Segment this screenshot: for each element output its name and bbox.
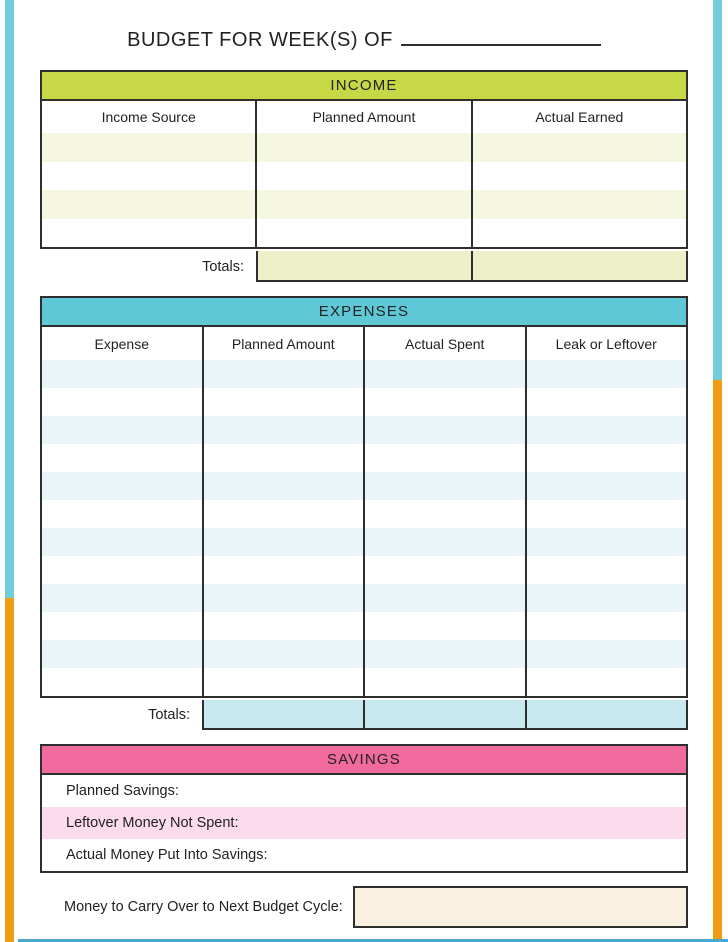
page-title — [0, 24, 728, 52]
expenses-col-planned: Planned Amount — [204, 327, 366, 360]
empty-cell[interactable] — [257, 133, 472, 162]
income-planned-total-cell[interactable] — [258, 251, 473, 280]
carryover-label: Money to Carry Over to Next Budget Cycle: — [64, 899, 343, 915]
empty-cell[interactable] — [204, 528, 366, 556]
empty-cell[interactable] — [527, 612, 687, 640]
income-actual-total-cell[interactable] — [473, 251, 686, 280]
empty-cell[interactable] — [473, 219, 686, 248]
empty-cell[interactable] — [365, 612, 527, 640]
expenses-section-header: EXPENSES — [42, 298, 686, 327]
table-row[interactable] — [42, 416, 686, 444]
table-row[interactable] — [42, 162, 686, 191]
income-section — [40, 70, 688, 249]
income-totals-label: Totals: — [202, 258, 244, 275]
empty-cell[interactable] — [365, 584, 527, 612]
expenses-leftover-total-cell[interactable] — [527, 700, 686, 728]
table-row[interactable] — [42, 219, 686, 248]
empty-cell[interactable] — [204, 556, 366, 584]
left-edge-teal-stripe — [5, 0, 14, 598]
empty-cell[interactable] — [365, 500, 527, 528]
table-row[interactable] — [42, 500, 686, 528]
carryover-row — [40, 886, 688, 928]
empty-cell[interactable] — [365, 556, 527, 584]
savings-section — [40, 744, 688, 873]
empty-cell[interactable] — [473, 162, 686, 191]
empty-cell[interactable] — [42, 668, 204, 696]
empty-cell[interactable] — [527, 556, 687, 584]
empty-cell[interactable] — [42, 133, 257, 162]
empty-cell[interactable] — [42, 219, 257, 248]
empty-cell[interactable] — [204, 668, 366, 696]
expenses-totals-cells — [202, 700, 688, 730]
empty-cell[interactable] — [204, 444, 366, 472]
right-edge-teal-stripe — [713, 0, 722, 380]
empty-cell[interactable] — [204, 584, 366, 612]
empty-cell[interactable] — [42, 444, 204, 472]
expenses-col-leftover: Leak or Leftover — [555, 335, 657, 352]
expenses-section — [40, 296, 688, 698]
right-edge-orange-stripe — [713, 380, 722, 942]
empty-cell[interactable] — [473, 133, 686, 162]
empty-cell[interactable] — [365, 444, 527, 472]
empty-cell[interactable] — [527, 388, 687, 416]
empty-cell[interactable] — [42, 528, 204, 556]
empty-cell[interactable] — [365, 472, 527, 500]
empty-cell[interactable] — [42, 472, 204, 500]
table-row[interactable] — [42, 360, 686, 388]
empty-cell[interactable] — [204, 472, 366, 500]
empty-cell[interactable] — [527, 360, 687, 388]
table-row[interactable] — [42, 556, 686, 584]
savings-row-leftover[interactable]: Leftover Money Not Spent: — [42, 807, 686, 839]
income-column-headers — [42, 101, 686, 133]
table-row[interactable] — [42, 133, 686, 162]
table-row[interactable] — [42, 640, 686, 668]
empty-cell[interactable] — [365, 416, 527, 444]
empty-cell[interactable] — [42, 416, 204, 444]
carryover-input-box[interactable] — [353, 886, 688, 928]
income-table-body — [42, 133, 686, 247]
income-col-source: Income Source — [42, 101, 257, 133]
empty-cell[interactable] — [42, 640, 204, 668]
expenses-table-body — [42, 360, 686, 696]
income-col-planned: Planned Amount — [257, 101, 472, 133]
expenses-totals-label: Totals: — [148, 707, 190, 723]
table-row[interactable] — [42, 584, 686, 612]
week-date-blank-line[interactable] — [401, 24, 601, 46]
empty-cell[interactable] — [473, 190, 686, 219]
expenses-column-headers — [42, 327, 686, 360]
empty-cell[interactable] — [527, 500, 687, 528]
empty-cell[interactable] — [42, 162, 257, 191]
empty-cell[interactable] — [42, 360, 204, 388]
left-edge-orange-stripe — [5, 598, 14, 942]
empty-cell[interactable] — [204, 612, 366, 640]
empty-cell[interactable] — [42, 500, 204, 528]
savings-section-header: SAVINGS — [42, 746, 686, 775]
empty-cell[interactable] — [527, 584, 687, 612]
empty-cell[interactable] — [365, 360, 527, 388]
empty-cell[interactable] — [527, 640, 687, 668]
empty-cell[interactable] — [527, 444, 687, 472]
empty-cell[interactable] — [204, 500, 366, 528]
table-row[interactable] — [42, 444, 686, 472]
income-col-actual: Actual Earned — [535, 109, 624, 125]
empty-cell[interactable] — [204, 416, 366, 444]
table-row[interactable] — [42, 472, 686, 500]
empty-cell[interactable] — [204, 360, 366, 388]
expenses-totals-row — [40, 700, 688, 730]
empty-cell[interactable] — [527, 528, 687, 556]
table-row[interactable] — [42, 528, 686, 556]
savings-row-actual[interactable]: Actual Money Put Into Savings: — [66, 847, 268, 863]
income-section-header: INCOME — [42, 72, 686, 101]
empty-cell[interactable] — [204, 640, 366, 668]
expenses-col-expense: Expense — [42, 327, 204, 360]
savings-row-planned[interactable]: Planned Savings: — [66, 783, 179, 799]
page-title-text: BUDGET FOR WEEK(S) OF — [127, 29, 393, 51]
empty-cell[interactable] — [365, 388, 527, 416]
empty-cell[interactable] — [204, 388, 366, 416]
table-row[interactable] — [42, 388, 686, 416]
empty-cell[interactable] — [42, 388, 204, 416]
expenses-col-actual: Actual Spent — [365, 327, 527, 360]
empty-cell[interactable] — [365, 528, 527, 556]
empty-cell[interactable] — [527, 416, 687, 444]
income-totals-row — [40, 251, 688, 282]
empty-cell[interactable] — [257, 162, 472, 191]
empty-cell[interactable] — [257, 190, 472, 219]
empty-cell[interactable] — [365, 640, 527, 668]
empty-cell[interactable] — [527, 668, 687, 696]
empty-cell[interactable] — [527, 472, 687, 500]
empty-cell[interactable] — [42, 190, 257, 219]
table-row[interactable] — [42, 612, 686, 640]
empty-cell[interactable] — [365, 668, 527, 696]
empty-cell[interactable] — [42, 612, 204, 640]
empty-cell[interactable] — [42, 556, 204, 584]
expenses-planned-total-cell[interactable] — [204, 700, 365, 728]
income-totals-cells — [256, 251, 688, 282]
table-row[interactable] — [42, 190, 686, 219]
table-row[interactable] — [42, 668, 686, 696]
empty-cell[interactable] — [42, 584, 204, 612]
expenses-actual-total-cell[interactable] — [365, 700, 526, 728]
empty-cell[interactable] — [257, 219, 472, 248]
